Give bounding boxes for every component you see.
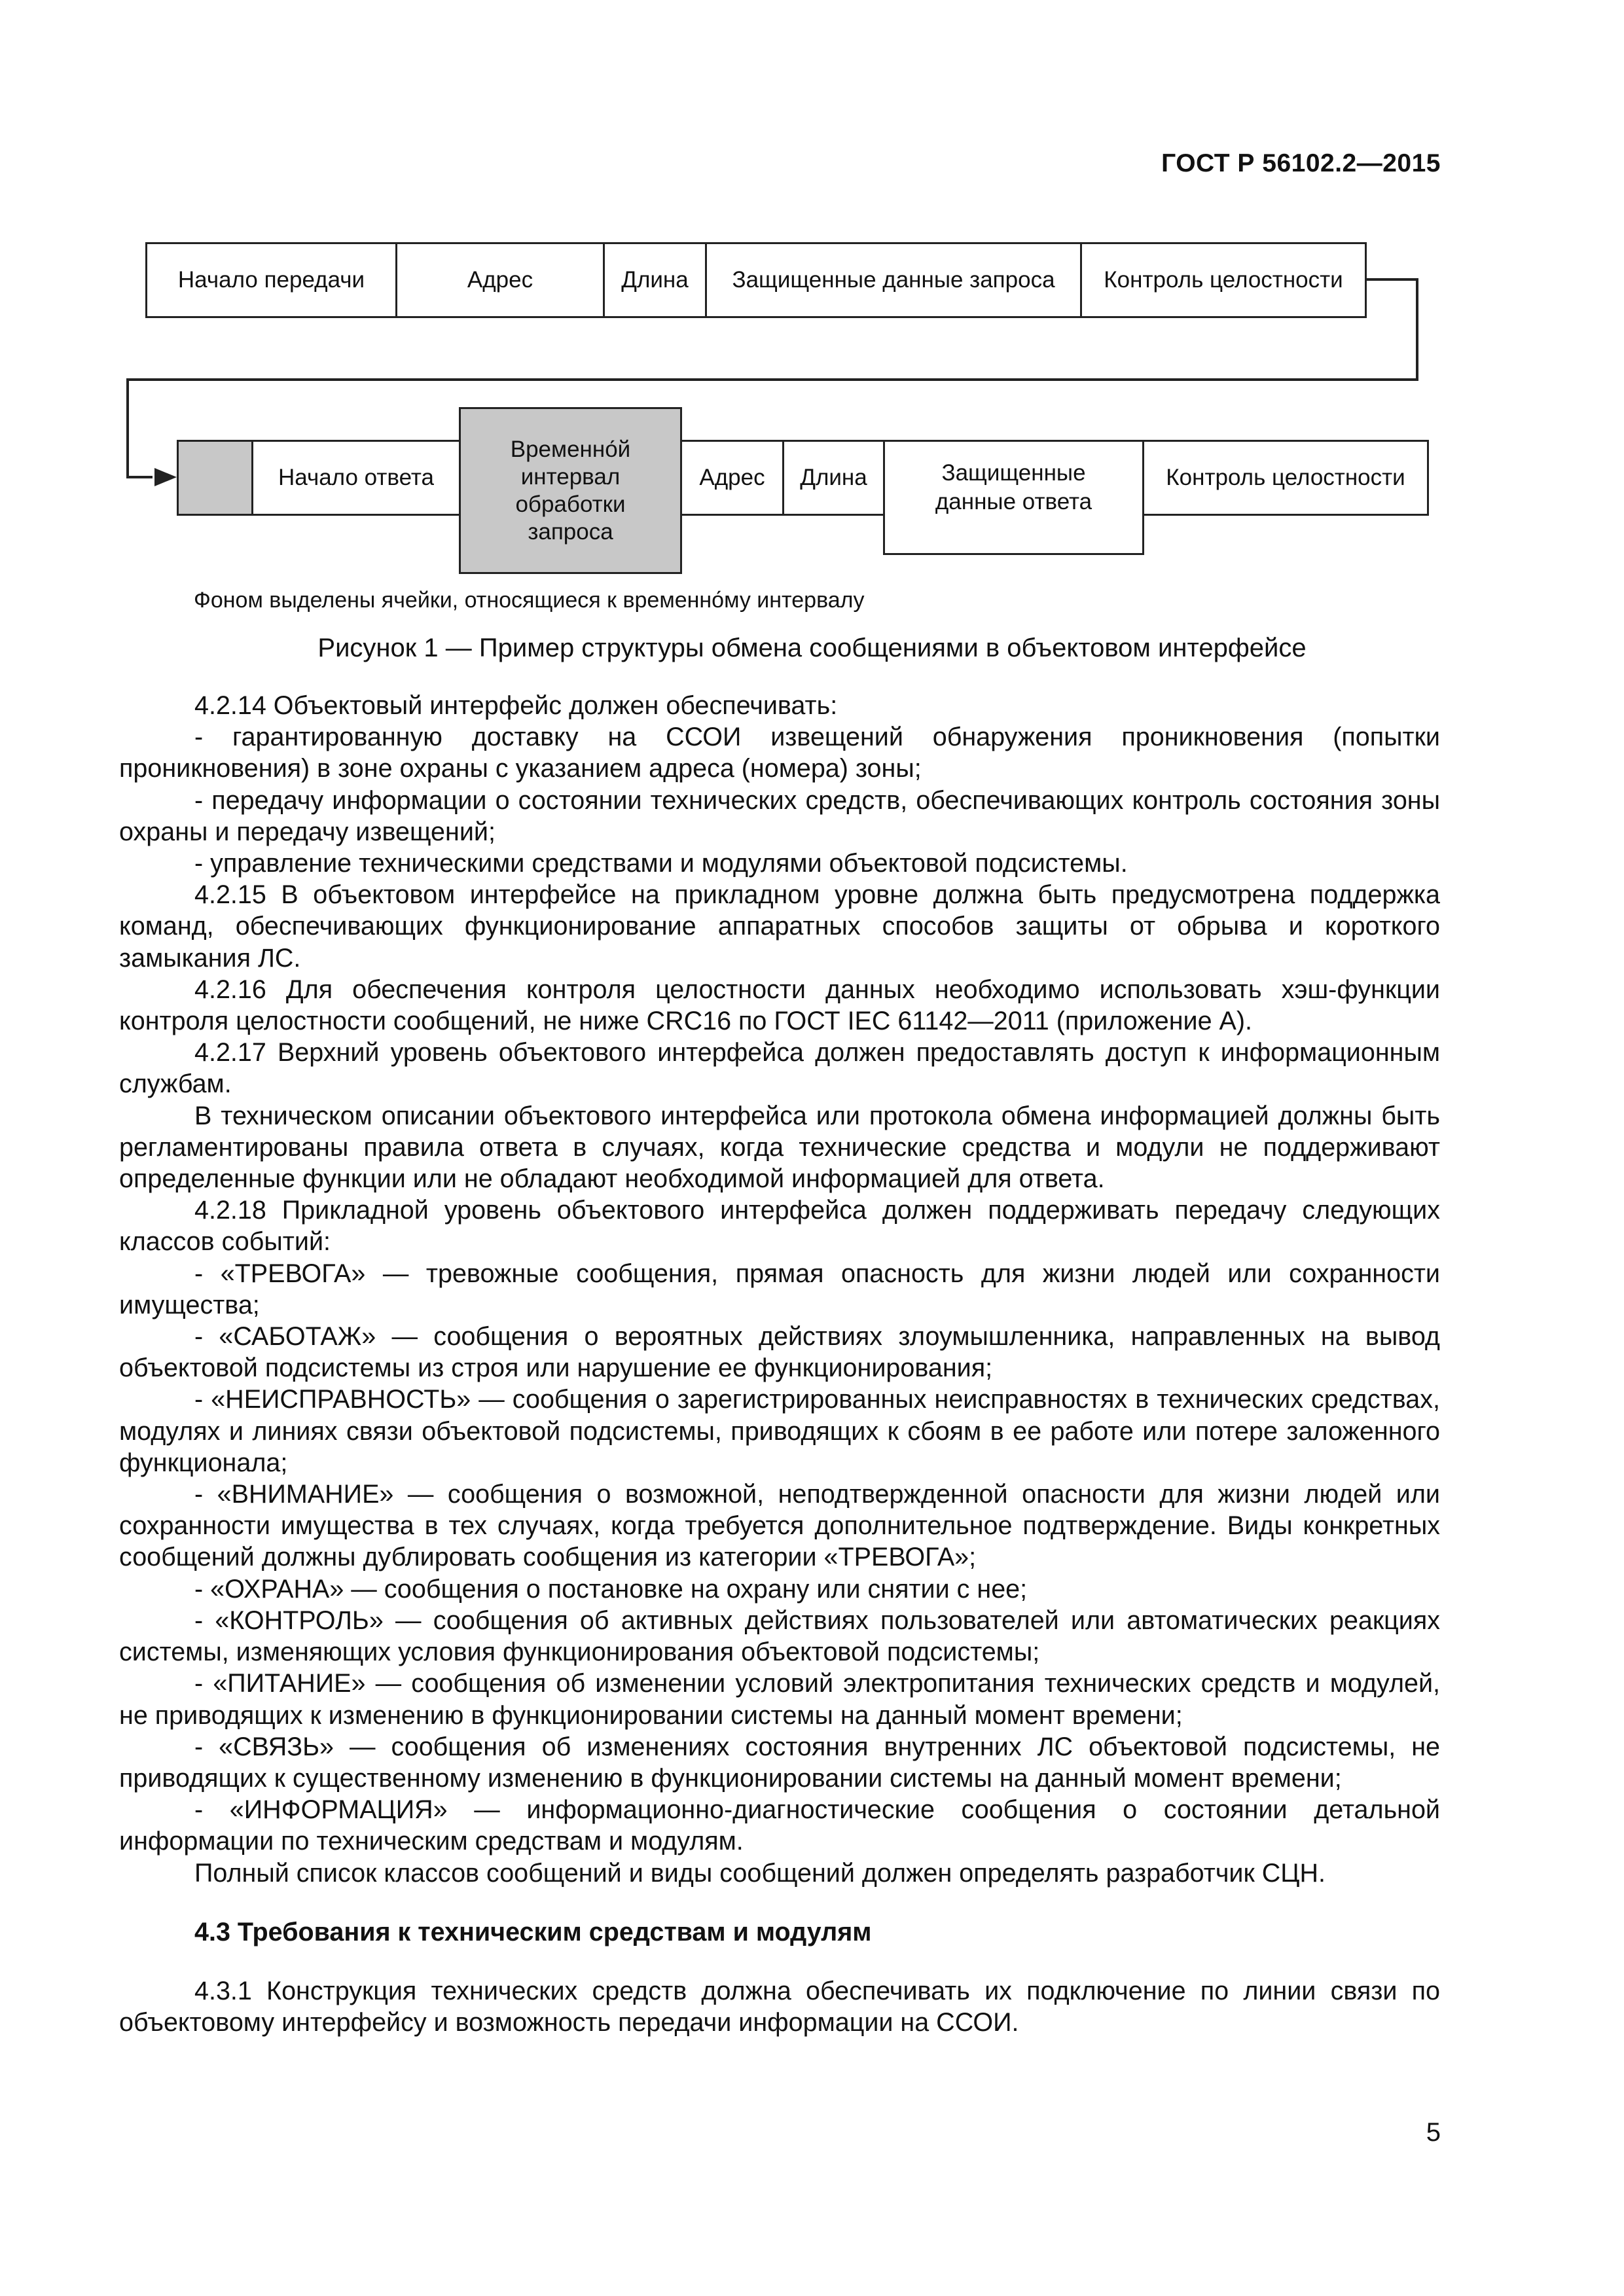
- connector-line: [126, 378, 1418, 381]
- connector-line: [1365, 278, 1418, 281]
- document-id: ГОСТ Р 56102.2—2015: [1161, 149, 1441, 177]
- body-text: [119, 690, 1440, 2038]
- request-cell-integrity: Контроль целостности: [1080, 242, 1367, 318]
- paragraph: - «НЕИСПРАВНОСТЬ» — сообщения о зарегистрированных неисправностях в технических средствах, модулях и линиях связи объектовой подсистемы, приводящих к сбоям в ее работе или потере заложенного функционала;: [119, 1385, 1440, 1477]
- paragraph: - передачу информации о состоянии технических средств, обеспечивающих контроль состояния зоны охраны и передачу извещений;: [119, 785, 1440, 846]
- paragraph: 4.2.16 Для обеспечения контроля целостности данных необходимо использовать хэш-функции контроля целостности сообщений, не ниже CRC16 по ГОСТ IEC 61142—2011 (приложение А).: [119, 975, 1440, 1036]
- request-cell-data: Защищенные данные запроса: [705, 242, 1082, 318]
- paragraph: 4.2.18 Прикладной уровень объектового интерфейса должен поддерживать передачу следующих классов событий:: [119, 1196, 1440, 1257]
- response-cell-length: Длина: [782, 440, 885, 516]
- paragraph: В техническом описании объектового интерфейса или протокола обмена информацией должны быть регламентированы правила ответа в случаях, когда технические средства и модули не поддерживают определенные функции или не обладают необходимой информацией для ответа.: [119, 1101, 1440, 1194]
- paragraph: 4.3.1 Конструкция технических средств должна обеспечивать их подключение по линии связи по объектовому интерфейсу и возможность передачи информации на ССОИ.: [119, 1976, 1440, 2037]
- connector-line: [126, 476, 153, 478]
- paragraph: - «ТРЕВОГА» — тревожные сообщения, прямая опасность для жизни людей или сохранности имущества;: [119, 1259, 1440, 1319]
- paragraph: 4.2.15 В объектовом интерфейсе на прикладном уровне должна быть предусмотрена поддержка команд, обеспечивающих функционирование аппаратных способов защиты от обрыва и короткого замыкания ЛС.: [119, 880, 1440, 973]
- response-cell-data: Защищенные данные ответа: [883, 440, 1144, 555]
- paragraph: - гарантированную доставку на ССОИ извещений обнаружения проникновения (попытки проникновения) в зоне охраны с указанием адреса (номера) зоны;: [119, 723, 1440, 783]
- paragraph: - «КОНТРОЛЬ» — сообщения об активных действиях пользователей или автоматических реакциях системы, изменяющих условия функционирования объектовой подсистемы;: [119, 1605, 1440, 1667]
- paragraph: 4.2.14 Объектовый интерфейс должен обеспечивать:: [194, 691, 838, 720]
- paragraph: - управление техническими средствами и модулями объектовой подсистемы.: [194, 849, 1128, 878]
- connector-line: [1416, 278, 1418, 381]
- request-cell-length: Длина: [603, 242, 707, 318]
- figure-note: Фоном выделены ячейки, относящиеся к временно́му интервалу: [194, 588, 865, 613]
- paragraph: - «САБОТАЖ» — сообщения о вероятных действиях злоумышленника, направленных на вывод объектовой подсистемы из строя или нарушение ее функционирования;: [119, 1322, 1440, 1383]
- paragraph: - «СВЯЗЬ» — сообщения об изменениях состояния внутренних ЛС объектовой подсистемы, не приводящих к существенному изменению в функционировании системы на данный момент времени;: [119, 1732, 1440, 1793]
- paragraph: - «ВНИМАНИЕ» — сообщения о возможной, неподтвержденной опасности для жизни людей или сохранности имущества в тех случаях, когда требуется дополнительное подтверждение. Виды конкретных сообщений должны дублировать сообщения из категории «ТРЕВОГА»;: [119, 1480, 1440, 1572]
- message-structure-figure: [0, 0, 1624, 681]
- page-number: 5: [1426, 2118, 1441, 2147]
- connector-line: [126, 378, 129, 478]
- paragraph: - «ПИТАНИЕ» — сообщения об изменении условий электропитания технических средств и модулей, не приводящих к изменению в функционировании системы на данный момент времени;: [119, 1669, 1440, 1730]
- response-cell-address: Адрес: [680, 440, 784, 516]
- paragraph: Полный список классов сообщений и виды сообщений должен определять разработчик СЦН.: [194, 1858, 1326, 1888]
- response-cell-integrity: Контроль целостности: [1142, 440, 1429, 516]
- figure-caption: Рисунок 1 — Пример структуры обмена сообщениями в объектовом интерфейсе: [317, 634, 1307, 662]
- processing-interval-cell: Временно́й интервал обработки запроса: [459, 407, 682, 574]
- paragraph: - «ИНФОРМАЦИЯ» — информационно-диагностические сообщения о состоянии детальной информации по техническим средствам и модулям.: [119, 1795, 1440, 1856]
- response-cell-marker: [177, 440, 253, 516]
- arrow-right-icon: [154, 468, 177, 486]
- response-cell-start: Начало ответа: [251, 440, 461, 516]
- request-cell-address: Адрес: [395, 242, 605, 318]
- request-cell-start: Начало передачи: [145, 242, 397, 318]
- paragraph: - «ОХРАНА» — сообщения о постановке на охрану или снятии с нее;: [194, 1574, 1028, 1604]
- paragraph: 4.2.17 Верхний уровень объектового интерфейса должен предоставлять доступ к информационным службам.: [119, 1038, 1440, 1099]
- section-heading: 4.3 Требования к техническим средствам и модулям: [194, 1917, 872, 1946]
